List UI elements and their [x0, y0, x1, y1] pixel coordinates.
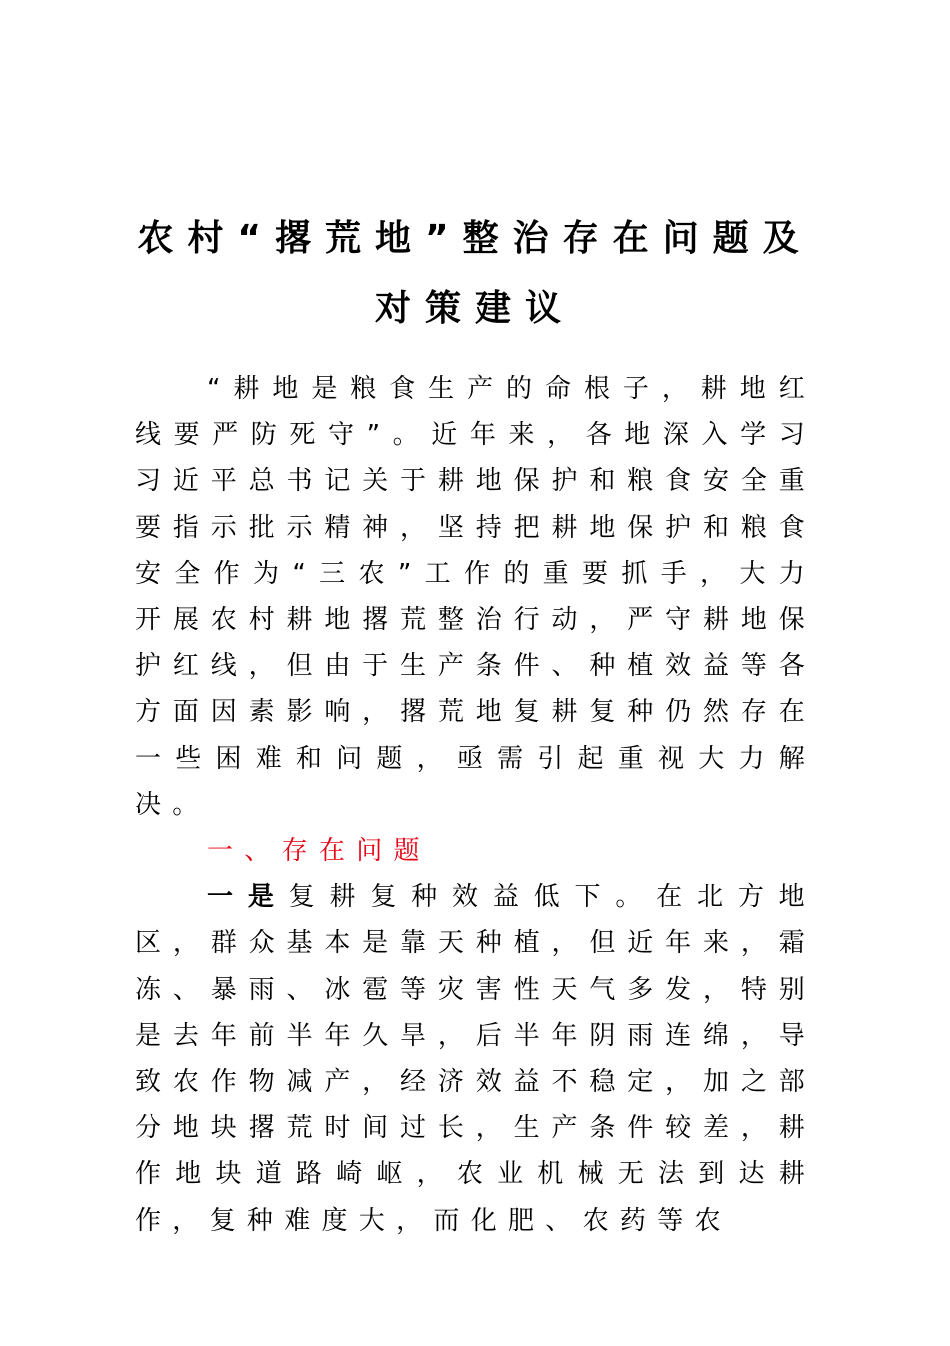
document-title-line-1: 农村“撂荒地”整治存在问题及: [137, 218, 813, 259]
document-title-line-2: 对策建议: [374, 288, 575, 329]
intro-paragraph: “耕地是粮食生产的命根子，耕地红线要严防死守”。近年来，各地深入学习习近平总书记关于耕地保护和粮食安全重要指示批示精神，坚持把耕地保护和粮食安全作为“三农”工作的重要抓手，大力开展农村耕地撂荒整治行动，严守耕地保护红线，但由于生产条件、种植效益等各方面因素影响，撂荒地复耕复种仍然存在一些困难和问题，亟需引起重视大力解决。: [135, 374, 816, 820]
section-heading-problems: 一、存在问题: [207, 836, 431, 867]
point-1-lead: 一是: [207, 882, 289, 913]
point-1-paragraph: [135, 874, 816, 1244]
point-1-text: 复耕复种效益低下。在北方地区，群众基本是靠天种植，但近年来，霜冻、暴雨、冰雹等灾害性天气多发，特别是去年前半年久旱，后半年阴雨连绵，导致农作物减产，经济效益不稳定，加之部分地块撂荒时间过长，生产条件较差，耕作地块道路崎岖，农业机械无法到达耕作，复种难度大，而化肥、农药等农: [135, 882, 816, 1236]
document-body: [135, 366, 816, 1244]
